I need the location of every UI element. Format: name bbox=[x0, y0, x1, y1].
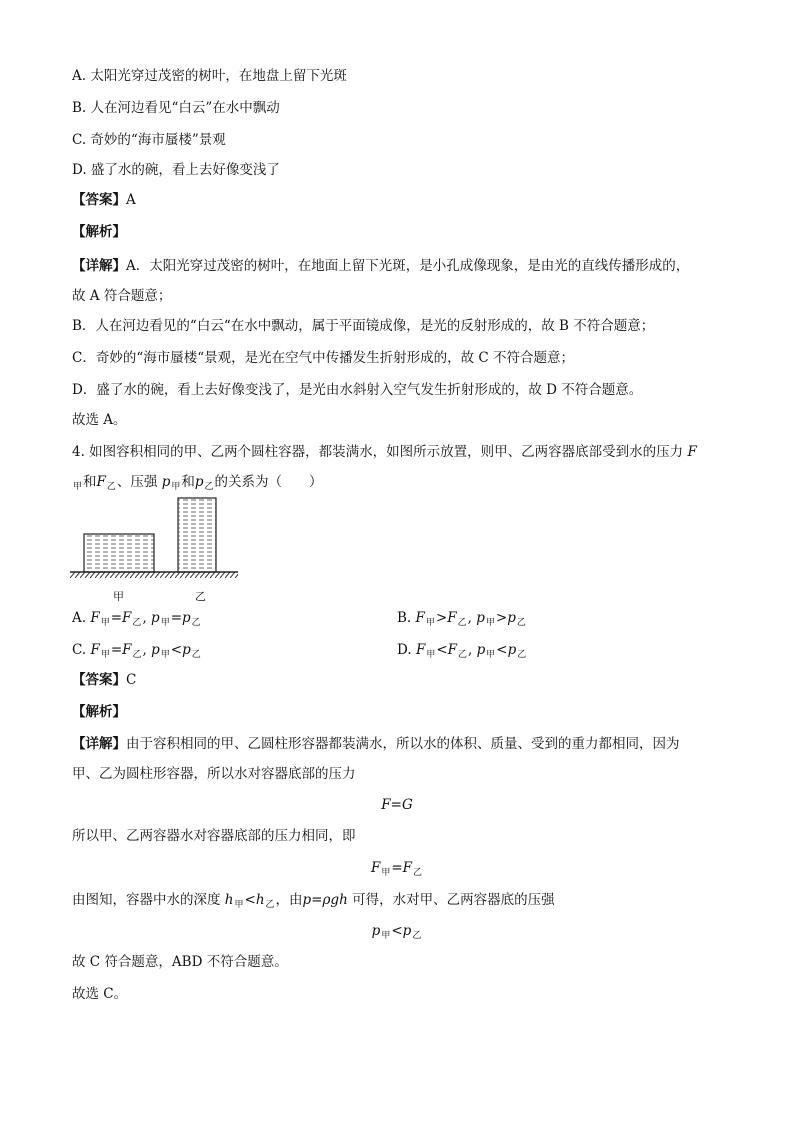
var-F: F bbox=[415, 642, 426, 658]
q3-detail-line3: B．人在河边看见的“白云“在水中飘动，属于平面镜成像，是光的反射形成的，故 B 不符合题意； bbox=[72, 318, 655, 334]
op: < bbox=[436, 642, 448, 658]
text: ，由 bbox=[275, 892, 303, 908]
sub-yi: 乙 bbox=[191, 650, 201, 660]
sub-yi: 乙 bbox=[204, 482, 214, 492]
opt-prefix: A. bbox=[72, 610, 87, 626]
var-F: F bbox=[370, 860, 381, 876]
detail-text: 由于容积相同的甲、乙圆柱形容器都装满水，所以水的体积、质量、受到的重力都相同，因为 bbox=[126, 736, 680, 752]
var-p: p bbox=[194, 474, 204, 490]
var-F: F bbox=[447, 610, 457, 626]
var-F: F bbox=[90, 642, 100, 658]
ground-hatch bbox=[70, 572, 238, 578]
sub-jia: 甲 bbox=[486, 650, 496, 660]
op: = bbox=[110, 642, 123, 658]
q4-detail-line4 bbox=[72, 890, 555, 915]
var-F: F bbox=[122, 642, 132, 658]
var-p: p bbox=[161, 474, 171, 490]
q4-option-a bbox=[72, 608, 202, 633]
comma: , bbox=[467, 610, 472, 626]
sub-yi: 乙 bbox=[265, 900, 275, 910]
sub-yi: 乙 bbox=[458, 650, 468, 660]
comma: , bbox=[142, 610, 147, 626]
sub-jia: 甲 bbox=[381, 868, 391, 878]
comma: , bbox=[468, 642, 473, 658]
q3-option-c: C. 奇妙的“海市蜃楼”景观 bbox=[72, 132, 226, 148]
var-h: h bbox=[255, 892, 265, 908]
op: > bbox=[435, 610, 448, 626]
sub-yi: 乙 bbox=[517, 650, 527, 660]
sub-yi: 乙 bbox=[191, 618, 201, 628]
answer-value: A bbox=[126, 192, 136, 208]
q4-equation-1 bbox=[0, 795, 794, 815]
op: < bbox=[170, 642, 183, 658]
sub-jia: 甲 bbox=[100, 650, 110, 660]
sub-jia: 甲 bbox=[425, 618, 435, 628]
comma: , bbox=[142, 642, 147, 658]
sub-yi: 乙 bbox=[132, 650, 142, 660]
q3-option-a: A. 太阳光穿过茂密的树叶，在地盘上留下光斑 bbox=[72, 68, 347, 84]
opt-prefix: C. bbox=[72, 642, 87, 658]
detail-label: 【详解】 bbox=[72, 736, 126, 752]
var-F: F bbox=[415, 610, 425, 626]
q4-option-b bbox=[397, 608, 527, 633]
containers-diagram bbox=[70, 494, 250, 604]
op: < bbox=[391, 923, 403, 939]
detail-label: 【详解】 bbox=[72, 258, 126, 274]
var-F: F bbox=[447, 642, 458, 658]
containers-figure bbox=[70, 494, 250, 608]
var-p: p bbox=[507, 610, 516, 626]
q4-option-d bbox=[397, 640, 527, 665]
q4-analysis-label: 【解析】 bbox=[72, 704, 126, 720]
equation: F=G bbox=[381, 797, 413, 813]
answer-label: 【答案】 bbox=[72, 672, 126, 688]
opt-prefix: D. bbox=[397, 642, 412, 658]
sub-jia: 甲 bbox=[381, 931, 391, 941]
q3-option-d: D. 盛了水的碗，看上去好像变浅了 bbox=[72, 162, 280, 178]
var-p: p bbox=[182, 642, 191, 658]
op: = bbox=[391, 860, 403, 876]
text: 可得，水对甲、乙两容器底的压强 bbox=[352, 892, 555, 908]
var-F: F bbox=[122, 610, 132, 626]
container-yi bbox=[178, 498, 216, 572]
q4-detail-line3: 所以甲、乙两容器水对容器底部的压力相同，即 bbox=[72, 828, 356, 844]
stem-he: 和 bbox=[83, 474, 97, 490]
var-F: F bbox=[687, 444, 697, 460]
stem-guanxi: 的关系为（ ） bbox=[214, 474, 323, 490]
q3-option-b: B. 人在河边看见“白云”在水中飘动 bbox=[72, 100, 280, 116]
sub-jia: 甲 bbox=[160, 618, 170, 628]
q4-stem-line1 bbox=[72, 442, 697, 462]
q4-detail-line2: 甲、乙为圆柱形容器，所以水对容器底部的压力 bbox=[72, 766, 356, 782]
var-p: p bbox=[476, 642, 486, 658]
q4-detail-line5: 故 C 符合题意，ABD 不符合题意。 bbox=[72, 954, 288, 970]
answer-value: C bbox=[126, 672, 137, 688]
q3-answer bbox=[72, 190, 136, 210]
q4-answer bbox=[72, 670, 136, 690]
answer-label: 【答案】 bbox=[72, 192, 126, 208]
op: < bbox=[496, 642, 508, 658]
var-p: p bbox=[476, 610, 485, 626]
sub-yi: 乙 bbox=[132, 618, 142, 628]
sub-jia: 甲 bbox=[234, 900, 244, 910]
var-p: p bbox=[507, 642, 517, 658]
q4-option-c bbox=[72, 640, 202, 665]
label-yi: 乙 bbox=[195, 590, 206, 603]
q3-detail-line2: 故 A 符合题意； bbox=[72, 288, 172, 304]
var-h: h bbox=[224, 892, 234, 908]
sub-jia: 甲 bbox=[160, 650, 170, 660]
sub-yi: 乙 bbox=[516, 618, 526, 628]
q4-detail-line6: 故选 C。 bbox=[72, 986, 128, 1002]
sub-jia: 甲 bbox=[485, 618, 495, 628]
formula: p=ρgh bbox=[302, 892, 348, 908]
label-jia: 甲 bbox=[113, 590, 124, 603]
var-F: F bbox=[402, 860, 413, 876]
stem-text: 4. 如图容积相同的甲、乙两个圆柱容器，都装满水，如图所示放置，则甲、乙两容器底部受到水的压力 bbox=[72, 444, 684, 460]
var-F: F bbox=[96, 474, 106, 490]
sub-yi: 乙 bbox=[457, 618, 467, 628]
var-F: F bbox=[90, 610, 100, 626]
q4-equation-3 bbox=[0, 921, 794, 946]
detail-text: A．太阳光穿过茂密的树叶，在地面上留下光斑，是小孔成像现象，是由光的直线传播形成的， bbox=[126, 258, 690, 274]
sub-jia: 甲 bbox=[426, 650, 436, 660]
var-p: p bbox=[182, 610, 191, 626]
op: = bbox=[110, 610, 123, 626]
text: 由图知，容器中水的深度 bbox=[72, 892, 221, 908]
var-p: p bbox=[151, 610, 160, 626]
q3-analysis-label: 【解析】 bbox=[72, 224, 126, 240]
q3-detail-line1 bbox=[72, 256, 689, 276]
container-jia bbox=[84, 534, 154, 572]
sub-jia: 甲 bbox=[171, 482, 181, 492]
op: = bbox=[170, 610, 183, 626]
opt-prefix: B. bbox=[397, 610, 412, 626]
var-p: p bbox=[371, 923, 381, 939]
sub-jia: 甲 bbox=[100, 618, 110, 628]
q3-detail-line5: D．盛了水的碗，看上去好像变浅了，是光由水斜射入空气发生折射形成的，故 D 不符合题意。 bbox=[72, 382, 643, 398]
q4-equation-2 bbox=[0, 858, 794, 883]
stem-yaqiang: 、压强 bbox=[116, 474, 158, 490]
sub-jia: 甲 bbox=[73, 482, 83, 492]
stem-he: 和 bbox=[181, 474, 195, 490]
q4-detail-line1 bbox=[72, 734, 680, 754]
q3-detail-line6: 故选 A。 bbox=[72, 412, 127, 428]
sub-yi: 乙 bbox=[412, 931, 422, 941]
op: < bbox=[244, 892, 256, 908]
var-p: p bbox=[402, 923, 412, 939]
sub-yi: 乙 bbox=[413, 868, 423, 878]
q3-detail-line4: C．奇妙的“海市蜃楼“景观，是光在空气中传播发生折射形成的，故 C 不符合题意； bbox=[72, 350, 575, 366]
var-p: p bbox=[151, 642, 160, 658]
sub-yi: 乙 bbox=[106, 482, 116, 492]
op: > bbox=[495, 610, 508, 626]
